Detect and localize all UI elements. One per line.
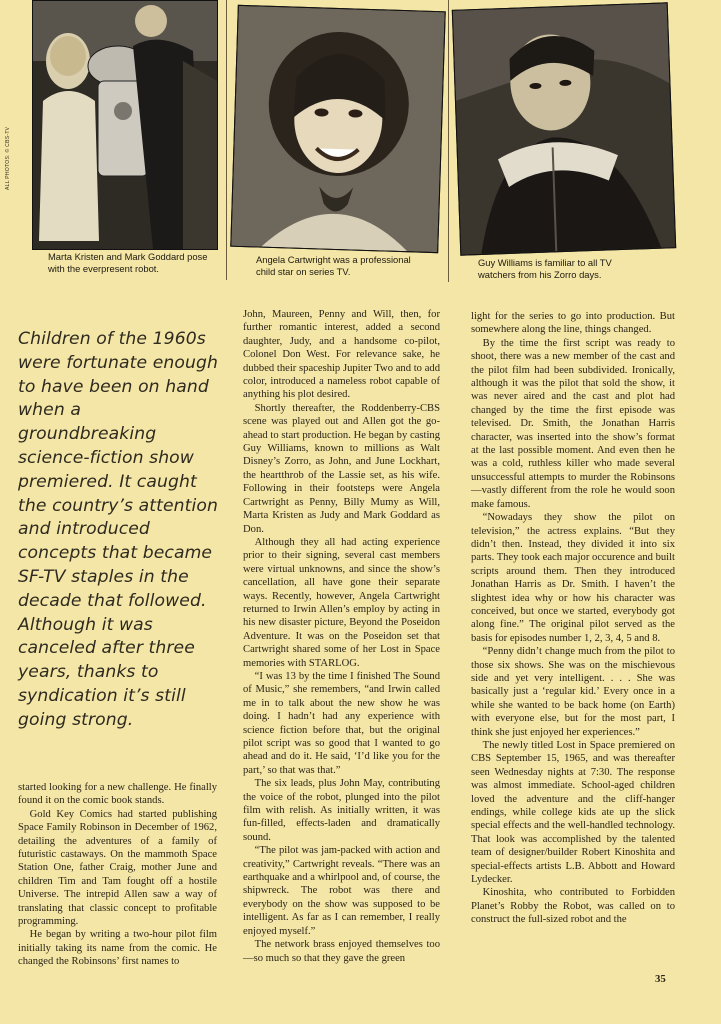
paragraph: started looking for a new challenge. He finally found it on the comic book stands. [18, 782, 217, 807]
article-column-1 [18, 781, 217, 969]
paragraph: Shortly thereafter, the Roddenberry-CBS scene was played out and Allen got the go-ahead to start production. He began by casting Guy Williams, known to millions as Walt Disney’s Zorro, as John, and June Lockhart, the heartthrob of the Lassie set, as his wife. Following in their footsteps were Angela Cartwright as Penny, Billy Mumy as Will, Marta Kristen as Judy and Mark Goddard as Don. [243, 402, 440, 535]
photo-caption-2: Angela Cartwright was a professional child star on series TV. [256, 254, 411, 277]
article-column-2 [243, 308, 440, 965]
paragraph: “Penny didn’t change much from the pilot to those six shows. She was on the mischievous side and yet very intelligent. . . . She was basically just a ‘regular kid.’ Every once in a while she wanted to be back home (on Earth) with everyone else, but for the most part, I think she just enjoyed her experiences.” [471, 646, 675, 738]
paragraph: light for the series to go into production. But somewhere along the line, things changed. [471, 311, 675, 336]
paragraph: Although they all had acting experience prior to their signing, several cast members were virtual unknowns, and since the show’s cancellation, all have gone their separate ways. Recently, however, Angela Cartwright returned to Irwin Allen’s employ by acting in his new disaster picture, Beyond the Poseidon Adventure. It was on the Poseidon set that Cartwright shared some of her Lost in Space memories with STARLOG. [243, 536, 440, 669]
pull-quote: Children of the 1960s were fortunate enough to have been on hand when a groundbreaking science-fiction show premiered. It caught the country’s attention and introduced concepts that became SF-TV staples in the decade that followed. Although it was canceled after three years, thanks to syndication it’s still going strong. [18, 329, 218, 730]
photo-guy-williams [452, 2, 676, 255]
photo-panel-2 [232, 0, 446, 282]
page-number: 35 [655, 973, 666, 985]
photo-panel-1 [30, 0, 220, 280]
photo-actor-image [453, 3, 675, 254]
photo-angela-cartwright [230, 5, 445, 253]
paragraph: “I was 13 by the time I finished The Sound of Music,” she remembers, “and Irwin called me in to talk about the new show he was doing. I hadn’t had any experience with science fiction before that, but the original pilot script was so good that I wanted to go ahead and do it. He said, ‘I’d like you for the part,’ so that was that.” [243, 670, 440, 776]
paragraph: “The pilot was jam-packed with action and creativity,” Cartwright reveals. “There was an earthquake and a whirlpool and, of course, the shipwreck. The robot was there and everybody on the show was supposed to be intelligent. As far as I can remember, I really enjoyed myself.” [243, 845, 440, 937]
paragraph: The newly titled Lost in Space premiered on CBS September 15, 1965, and was thereafter seen Wednesday nights at 7:30. The response was almost immediate. School-aged children loved the adventure and the cliff-hanger endings, while college kids ate up the slick special effects and the well-handled technology. That look was accomplished by the talented team of designer/builder Robert Kinoshita and special-effects artists L.B. Abbott and Howard Lydecker. [471, 740, 675, 886]
paragraph: The network brass enjoyed themselves too—so much so that they gave the green [243, 939, 440, 964]
photo-caption-1: Marta Kristen and Mark Goddard pose with the everpresent robot. [48, 251, 208, 274]
photo-robot-image [33, 1, 217, 249]
paragraph: “Nowadays they show the pilot on television,” the actress explains. “But they didn’t then. Instead, they divided it into six parts. They took each major occurence and built scripts around them. Then they introduced Jonathan Harris as Dr. Smith. I haven’t the slightest idea why or how his character was conceived, but once we started, everybody got along fine.” The original pilot served as the basis for episodes number 1, 2, 3, 4, 5 and 8. [471, 512, 675, 644]
paragraph: The six leads, plus John May, contributing the voice of the robot, plunged into the pilot film with relish. As initially written, it was fun-filled, effects-laden and dramatically sound. [243, 778, 440, 843]
photo-credit: ALL PHOTOS: © CBS-TV [5, 126, 11, 190]
paragraph: John, Maureen, Penny and Will, then, for further romantic interest, added a second daughter, Judy, and a handsome co-pilot, Colonel Don West. For relevance sake, he dubbed their spaceship Jupiter Two and to add color, introduced a nameless robot capable of anything his plot desired. [243, 309, 440, 401]
paragraph: By the time the first script was ready to shoot, there was a new member of the cast and the pilot film had been subdivided. Ironically, although it was the pilot that sold the show, it was never aired and the cast and plot had changed by the time the first episode was televised. Dr. Smith, the Jonathan Harris character, was inserted into the show’s format at the last possible moment. And even then he was a cold, ruthless killer who made several unsuccessful attempts to murder the Robinsons—vastly different from the role he would soon make famous. [471, 337, 675, 510]
article-column-3 [471, 310, 675, 927]
photo-portrait-image [231, 6, 444, 252]
photo-robot-and-cast [32, 0, 218, 250]
paragraph: Gold Key Comics had started publishing Space Family Robinson in December of 1962, detailing the adventures of a family of futuristic castaways. On the mammoth Space Station One, father Craig, mother June and children Tim and Tam fought off a hostile Universe. The intrepid Allen saw a way of translating that classic concept to profitable programming. [18, 808, 217, 928]
paragraph: Kinoshita, who contributed to Forbidden Planet’s Robby the Robot, was called on to construct the full-sized robot and the [471, 887, 675, 926]
photo-caption-3: Guy Williams is familiar to all TV watchers from his Zorro days. [478, 257, 612, 280]
photo-panel-3 [448, 0, 678, 284]
paragraph: He began by writing a two-hour pilot film initially taking its name from the comic. He changed the Robinsons’ first names to [18, 929, 217, 968]
divider-1 [226, 0, 227, 280]
